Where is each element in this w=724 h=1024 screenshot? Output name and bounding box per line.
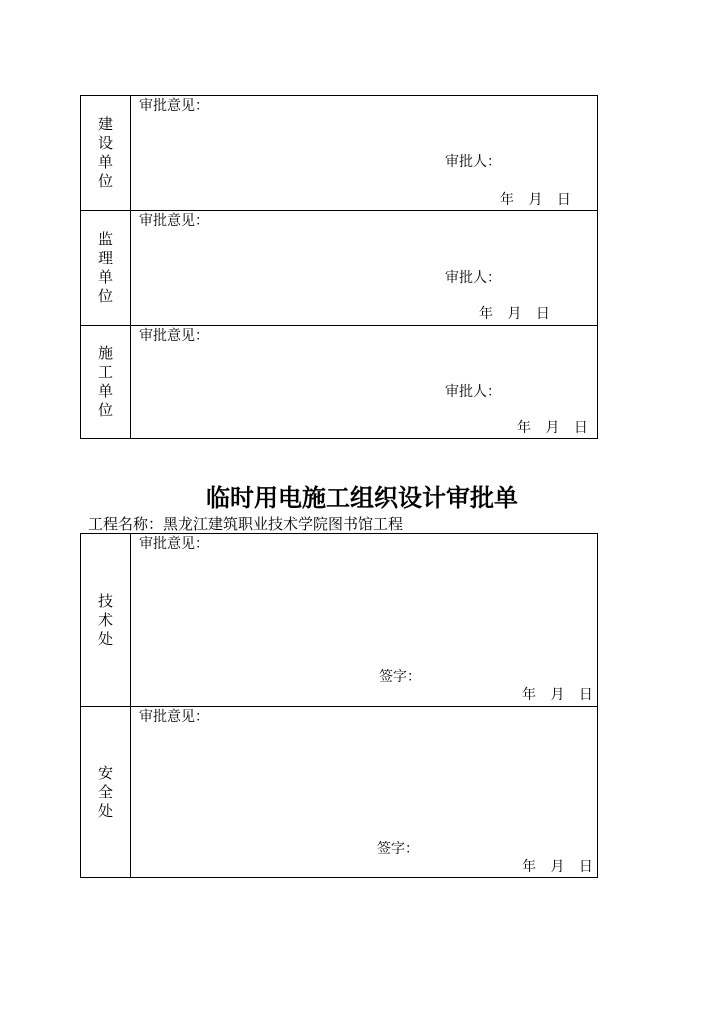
- form-title: 临时用电施工组织设计审批单: [206, 484, 518, 512]
- approval-table-departments: [80, 533, 598, 878]
- unit-char: 技: [97, 591, 113, 610]
- unit-char: 位: [97, 172, 113, 190]
- opinion-label: 审批意见：: [139, 98, 209, 114]
- opinion-label: 审批意见：: [139, 328, 209, 344]
- unit-char: 理: [97, 249, 113, 267]
- unit-char: 单: [97, 268, 113, 286]
- opinion-label: 审批意见：: [139, 709, 209, 725]
- row-technical-dept: [81, 534, 597, 706]
- approver-label: 审批人：: [445, 154, 501, 170]
- unit-char: 全: [97, 782, 113, 801]
- unit-label-supervision: [81, 211, 131, 325]
- approval-table-units: [80, 95, 598, 439]
- row-construction-unit: [81, 96, 597, 210]
- project-name-line: 工程名称：黑龙江建筑职业技术学院图书馆工程: [88, 515, 404, 533]
- date-label: 年 月 日: [500, 192, 571, 208]
- unit-char: 施: [97, 344, 113, 362]
- opinion-label: 审批意见：: [139, 536, 209, 552]
- unit-char: 设: [97, 134, 113, 152]
- unit-char: 建: [97, 115, 113, 133]
- signature-label: 签字：: [379, 669, 421, 685]
- row-safety-dept: [81, 706, 597, 877]
- unit-char: 处: [97, 629, 113, 648]
- approver-label: 审批人：: [445, 384, 501, 400]
- unit-char: 安: [97, 763, 113, 782]
- unit-label-contractor: [81, 326, 131, 438]
- date-label: 年 月 日: [517, 420, 588, 436]
- unit-char: 位: [97, 287, 113, 305]
- date-label: 年 月 日: [522, 859, 593, 875]
- date-label: 年 月 日: [479, 306, 550, 322]
- signature-label: 签字：: [377, 841, 419, 857]
- unit-label-construction: [81, 96, 131, 210]
- unit-char: 监: [97, 230, 113, 248]
- unit-char: 单: [97, 382, 113, 400]
- unit-char: 位: [97, 401, 113, 419]
- unit-char: 术: [97, 610, 113, 629]
- row-construction-contractor: [81, 325, 597, 438]
- date-label: 年 月 日: [522, 687, 593, 703]
- unit-char: 单: [97, 153, 113, 171]
- unit-label-safety: [81, 707, 131, 877]
- opinion-label: 审批意见：: [139, 213, 209, 229]
- unit-label-technical: [81, 534, 131, 706]
- unit-char: 处: [97, 801, 113, 820]
- unit-char: 工: [97, 363, 113, 381]
- row-supervision-unit: [81, 210, 597, 325]
- approver-label: 审批人：: [445, 270, 501, 286]
